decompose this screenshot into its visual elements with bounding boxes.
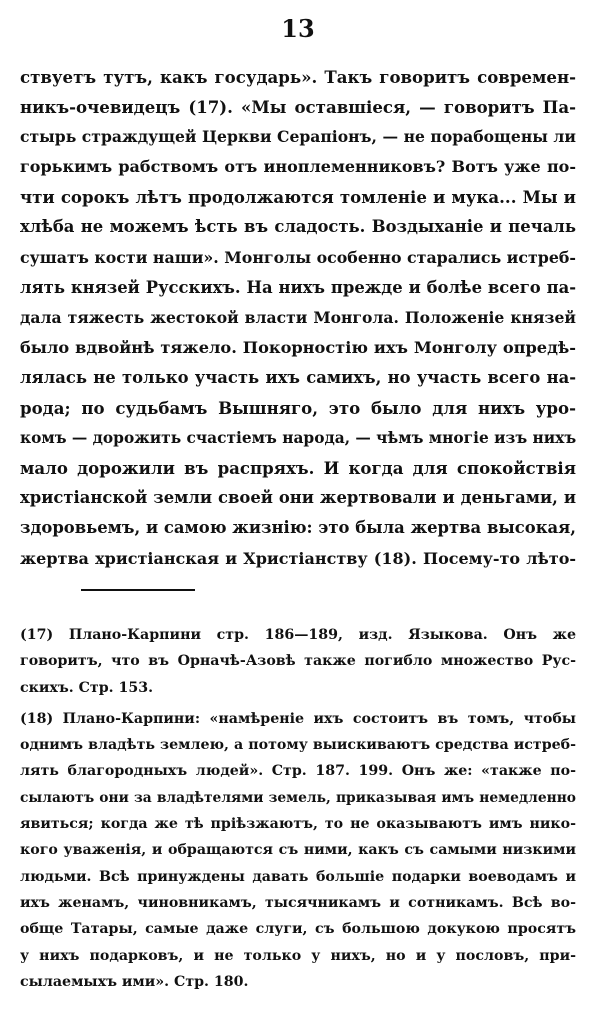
footnote-line: людьми. Всѣ принуждены давать большіе подарки воеводамъ и <box>20 868 576 885</box>
footnote-line: ихъ женамъ, чиновникамъ, тысячникамъ и сотникамъ. Всѣ во- <box>20 894 576 911</box>
footnote-line: говоритъ, что въ Орначѣ-Азовѣ также погибло множество Рус- <box>20 653 576 670</box>
footnote-18 <box>20 706 576 995</box>
main-text <box>20 62 576 574</box>
main-text-line: ствуетъ тутъ, какъ государь». Такъ говоритъ современ- <box>20 67 576 87</box>
main-text-line: жертва христіанская и Христіанству (18). Посему-то лѣто- <box>20 548 576 568</box>
main-text-line: рода; по судьбамъ Вышняго, это было для нихъ уро- <box>20 398 576 419</box>
main-text-line: чти сорокъ лѣтъ продолжаются томленіе и мука... Мы и <box>20 187 576 208</box>
main-text-line: было вдвойнѣ тяжело. Покорностію ихъ Монголу опредѣ- <box>20 337 576 357</box>
main-text-line: христіанской земли своей они жертвовали и деньгами, и <box>20 488 576 508</box>
main-text-line: сушатъ кости наши». Монголы особенно старались истреб- <box>20 247 576 267</box>
main-text-line: здоровьемъ, и самою жизнію: это была жертва высокая, <box>20 518 576 538</box>
footnote-line: сылаютъ они за владѣтелями земель, приказывая имъ немедленно <box>20 789 576 806</box>
main-text-line: стырь страждущей Церкви Серапіонъ, — не порабощены ли <box>20 127 576 147</box>
page-number: 13 <box>281 14 315 43</box>
footnote-line: явиться; когда же тѣ пріѣзжаютъ, то не оказываютъ имъ нико- <box>20 816 576 833</box>
footnote-line: скихъ. Стр. 153. <box>20 679 154 696</box>
main-text-line: комъ — дорожить счастіемъ народа, — чѣмъ многіе изъ нихъ <box>20 429 576 448</box>
main-text-line: лять князей Русскихъ. На нихъ прежде и болѣе всего па- <box>20 277 576 297</box>
main-text-line: мало дорожили въ распряхъ. И когда для спокойствія <box>20 458 576 479</box>
footnote-17 <box>20 622 576 701</box>
footnote-line: обще Татары, самые даже слуги, съ большою докукою просятъ <box>20 921 576 938</box>
main-text-line: хлѣба не можемъ ѣсть въ сладость. Воздыханіе и печаль <box>20 217 576 237</box>
footnote-separator-rule <box>81 589 195 591</box>
footnote-line: у нихъ подарковъ, и не только у нихъ, но и у пословъ, при- <box>20 947 576 964</box>
main-text-line: никъ-очевидецъ (17). «Мы оставшіеся, — говоритъ Па- <box>20 97 576 118</box>
footnotes <box>20 622 576 995</box>
footnote-line: (18) Плано-Карпини: «намѣреніе ихъ состоитъ въ томъ, чтобы <box>20 710 576 727</box>
footnote-line: (17) Плано-Карпини стр. 186—189, изд. Языкова. Онъ же <box>20 627 576 643</box>
footnote-line: сылаемыхъ ими». Стр. 180. <box>20 973 249 990</box>
footnote-line: однимъ владѣть землею, а потому выискиваютъ средства истреб- <box>20 737 576 754</box>
main-text-line: лялась не только участь ихъ самихъ, но участь всего на- <box>20 367 576 387</box>
footnote-line: кого уваженія, и обращаются съ ними, какъ съ самыми низкими <box>20 842 576 859</box>
main-text-line: дала тяжесть жестокой власти Монгола. Положеніе князей <box>20 307 576 327</box>
main-text-line: горькимъ рабствомъ отъ иноплеменниковъ? Вотъ уже по- <box>20 157 576 177</box>
footnote-line: лять благородныхъ людей». Стр. 187. 199. Онъ же: «также по- <box>20 763 576 780</box>
